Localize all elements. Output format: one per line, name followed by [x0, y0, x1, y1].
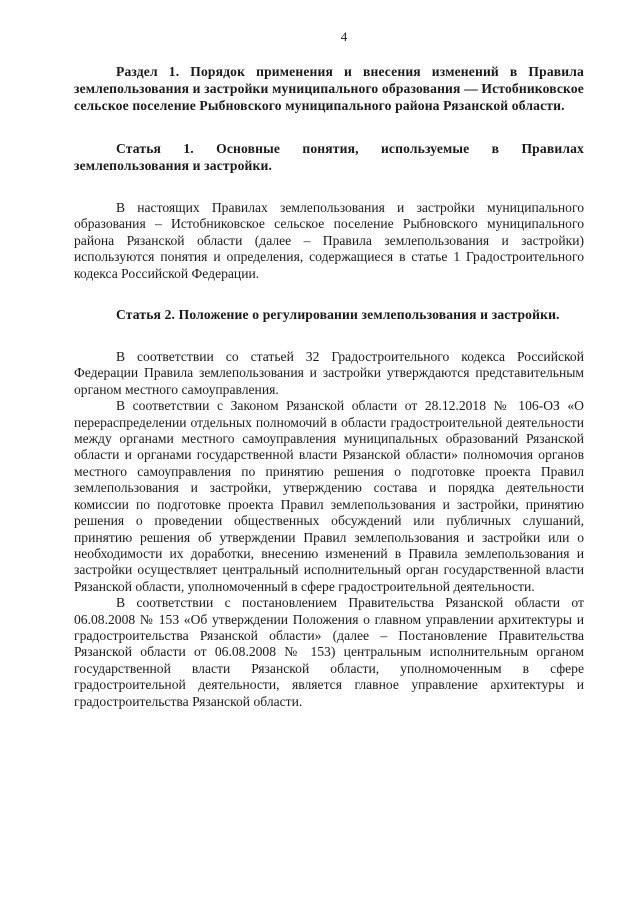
article-1-heading: Статья 1. Основные понятия, используемые в Правилах землепользования и застройки. [74, 141, 584, 173]
page-number: 4 [340, 29, 348, 44]
article-2-paragraph: В соответствии со статьей 32 Градостроительного кодекса Российской Федерации Правила землепользования и застройки утверждаются представительным органом местного самоуправления. [74, 349, 584, 397]
article-2-paragraph: В соответствии с постановлением Правительства Рязанской области от 06.08.2008 № 153 «Об утверждении Положения о главном управлении архитектуры и градостроительства Рязанской области» (далее – Постановление Правительства Рязанской области от 06.08.2008 № 153) центральным исполнительным органом государственной власти Рязанской области, уполномоченным в сфере градостроительной деятельности, является главное управление архитектуры и градостроительства Рязанской области. [74, 595, 584, 709]
section-heading: Раздел 1. Порядок применения и внесения изменений в Правила землепользования и застройки муниципального образования — Истобниковское сельское поселение Рыбновского муниципального района Рязанской области. [74, 64, 584, 113]
article-2-heading: Статья 2. Положение о регулировании землепользования и застройки. [116, 307, 560, 323]
article-2-paragraph: В соответствии с Законом Рязанской области от 28.12.2018 № 106-ОЗ «О перераспределении отдельных полномочий в области градостроительной деятельности между органами местного самоуправления муниципальных образований Рязанской области и органами государственной власти Рязанской области» полномочия органов местного самоуправления по принятию решения о подготовке проекта Правил землепользования и застройки, утверждению состава и порядка деятельности комиссии по подготовке проекта Правил землепользования и застройки, принятию решения о проведении общественных обсуждений или публичных слушаний, принятию решения об утверждении Правил землепользования и застройки или о необходимости их доработки, внесению изменений в Правила землепользования и застройки осуществляет центральный исполнительный орган государственной власти Рязанской области, уполномоченный в сфере градостроительной деятельности. [74, 398, 584, 594]
article-1-paragraph: В настоящих Правилах землепользования и застройки муниципального образования – Истобниковское сельское поселение Рыбновского муниципального района Рязанской области (далее – Правила землепользования и застройки) используются понятия и определения, содержащиеся в статье 1 Градостроительного кодекса Российской Федерации. [74, 200, 584, 281]
